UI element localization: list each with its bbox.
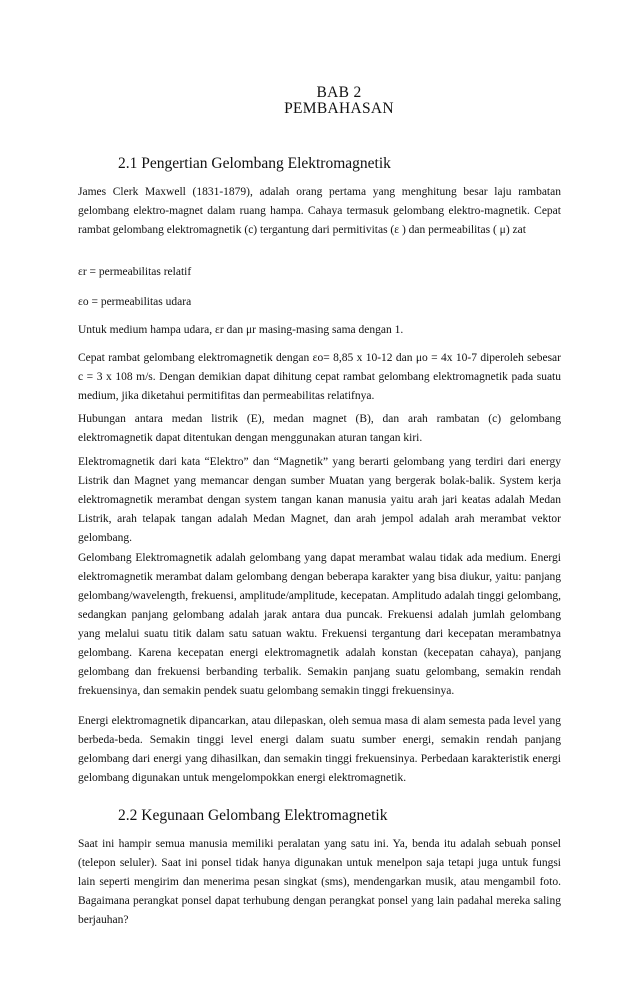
chapter-number: BAB 2 bbox=[316, 84, 362, 101]
paragraph-speed-of-wave: Cepat rambat gelombang elektromagnetik dengan εo= 8,85 x 10-12 dan μo = 4x 10-7 diperoleh sebesar c = 3 x 108 m/s. Dengan demikian dapat dihitung cepat rambat gelombang elektromagnetik pada suatu medium, jika diketahui permitifitas dan permeabilitas relatifnya. bbox=[78, 352, 561, 402]
paragraph-er-definition: εr = permeabilitas relatif bbox=[78, 266, 192, 278]
paragraph-electromagnetic-origin: Elektromagnetik dari kata “Elektro” dan “Magnetik” yang berarti gelombang yang terdiri dari energy Listrik dan Magnet yang memancar dengan sumber Muatan yang bergerak bolak-balik. System kerja elektromagnetik merambat dengan system tangan kanan manusia yaitu arah jari keatas adalah Medan Listrik, arah telapak tangan adalah Medan Magnet, dan arah jempol adalah arah merambat vektor gelombang. bbox=[78, 456, 561, 544]
paragraph-energy-emission: Energi elektromagnetik dipancarkan, atau dilepaskan, oleh semua masa di alam semesta pada level yang berbeda-beda. Semakin tinggi level energi dalam suatu sumber energi, semakin rendah panjang gelombang dari energi yang dihasilkan, dan semakin tinggi frekuensinya. Perbedaan karakteristik energi gelombang digunakan untuk mengelompokkan energi elektromagnetik. bbox=[78, 715, 561, 784]
paragraph-wave-characteristics: Gelombang Elektromagnetik adalah gelombang yang dapat merambat walau tidak ada medium. Energi elektromagnetik merambat dalam gelombang dengan beberapa karakter yang bisa diukur, yaitu: panjang gelombang/wavelength, frekuensi, amplitude/amplitude, kecepatan. Amplitudo adalah tinggi gelombang, sedangkan panjang gelombang adalah jarak antara dua puncak. Frekuensi adalah jumlah gelombang yang melalui suatu titik dalam satu satuan waktu. Frekuensi tergantung dari kecepatan merambatnya gelombang. Karena kecepatan energi elektromagnetik adalah konstan (kecepatan cahaya), panjang gelombang dan frekuensi berbanding terbalik. Semakin panjang suatu gelombang, semakin rendah frekuensinya, dan semakin pendek suatu gelombang semakin tinggi frekuensinya. bbox=[78, 552, 561, 697]
section-heading-2-2: 2.2 Kegunaan Gelombang Elektromagnetik bbox=[118, 807, 388, 824]
section-heading-2-1: 2.1 Pengertian Gelombang Elektromagnetik bbox=[118, 155, 391, 172]
paragraph-left-hand-rule: Hubungan antara medan listrik (E), medan magnet (B), dan arah rambatan (c) gelombang elektromagnetik dapat ditentukan dengan menggunakan aturan tangan kiri. bbox=[78, 413, 561, 444]
chapter-title: PEMBAHASAN bbox=[284, 100, 394, 117]
paragraph-eo-definition: εo = permeabilitas udara bbox=[78, 296, 192, 308]
paragraph-cellphone: Saat ini hampir semua manusia memiliki peralatan yang satu ini. Ya, benda itu adalah sebuah ponsel (telepon seluler). Saat ini ponsel tidak hanya digunakan untuk menelpon saja tetapi juga untuk fungsi lain seperti mengirim dan menerima pesan singkat (sms), mendengarkan musik, atau mengambil foto. Bagaimana perangkat ponsel dapat terhubung dengan perangkat ponsel yang lain padahal mereka saling berjauhan? bbox=[78, 838, 561, 926]
paragraph-vacuum-medium: Untuk medium hampa udara, εr dan μr masing-masing sama dengan 1. bbox=[78, 324, 404, 336]
paragraph-maxwell: James Clerk Maxwell (1831-1879), adalah orang pertama yang menghitung besar laju rambatan gelombang elektro-magnet dalam ruang hampa. Cahaya termasuk gelombang elektro-magnetik. Cepat rambat gelombang elektromagnetik (c) tergantung dari permitivitas (ε ) dan permeabilitas ( μ) zat bbox=[78, 186, 561, 236]
